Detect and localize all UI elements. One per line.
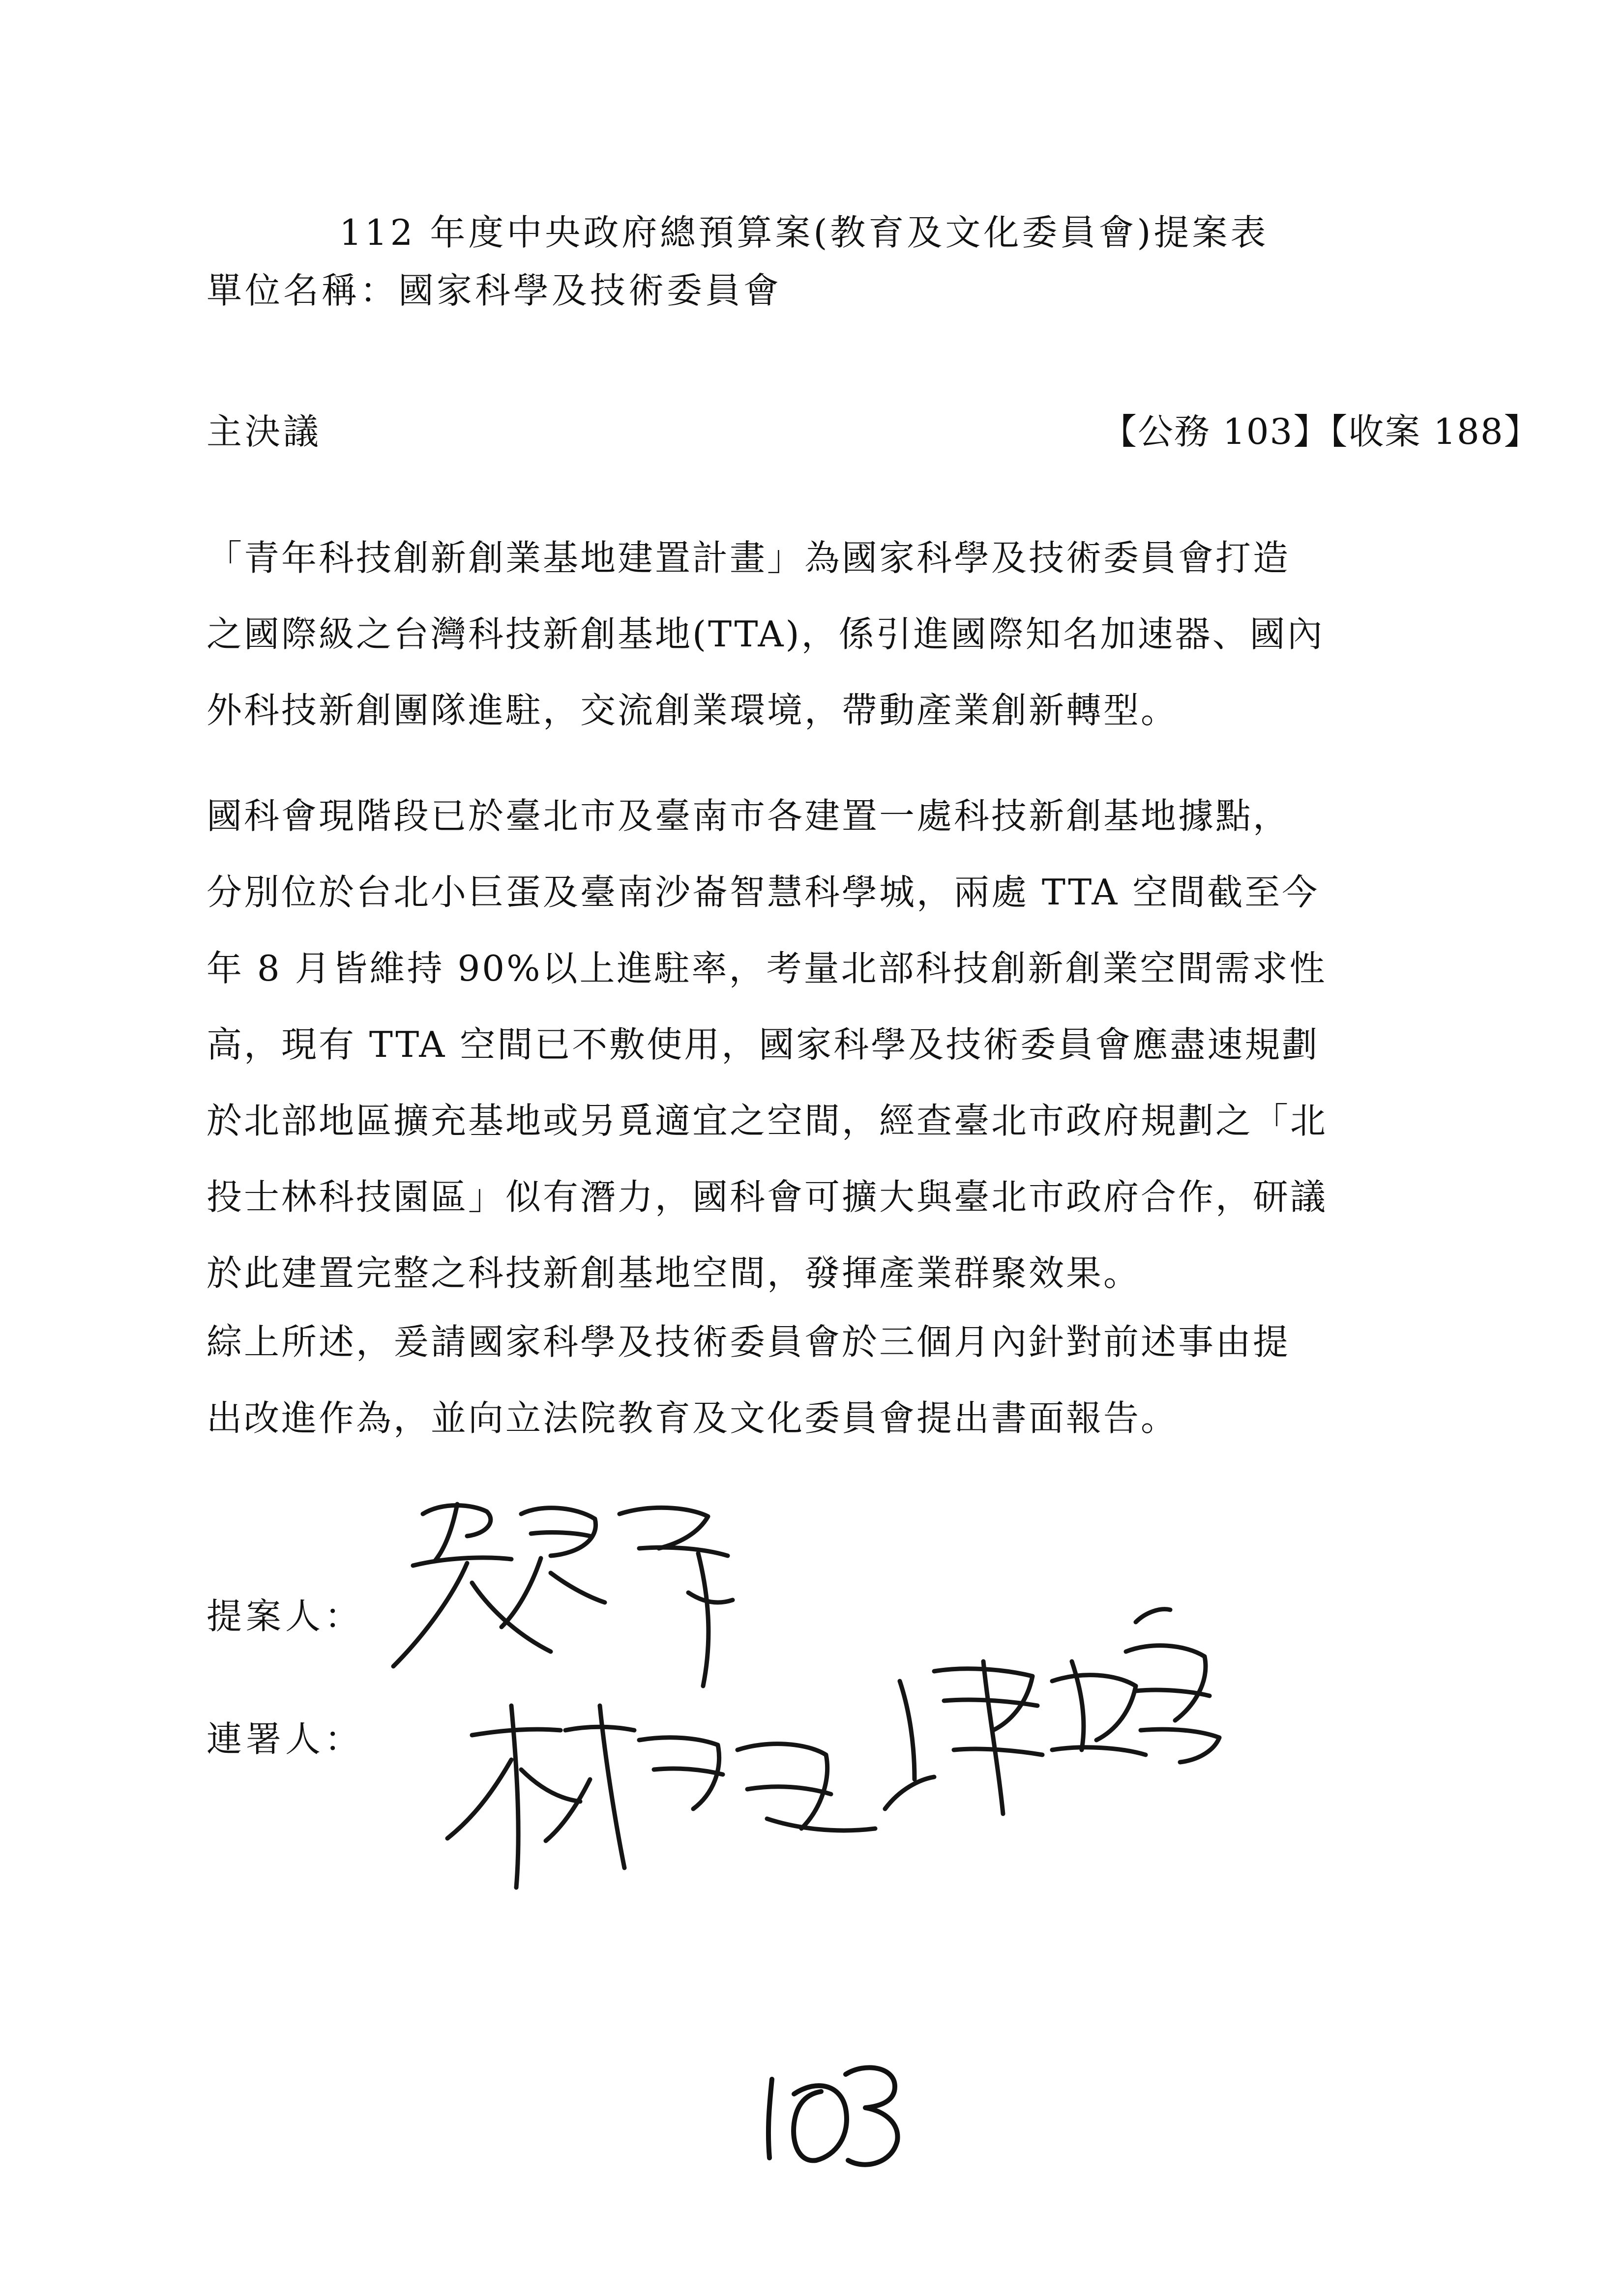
- paragraph-line: 投士林科技園區」似有潛力，國科會可擴大與臺北市政府合作，研議: [207, 1176, 1328, 1218]
- paragraph-line: 國科會現階段已於臺北市及臺南市各建置一處科技新創基地據點，: [207, 795, 1291, 837]
- unit-name: 單位名稱：國家科學及技術委員會: [207, 270, 782, 311]
- cosigner-signature-2: [900, 1609, 1219, 1814]
- paragraph-line: 於北部地區擴充基地或另覓適宜之空間，經查臺北市政府規劃之「北: [207, 1100, 1328, 1141]
- paragraph-line: 「青年科技創新創業基地建置計畫」為國家科學及技術委員會打造: [207, 537, 1291, 579]
- paragraph-line: 於此建置完整之科技新創基地空間，發揮產業群聚效果。: [207, 1252, 1141, 1294]
- paragraph-line: 外科技新創團隊進駐，交流創業環境，帶動產業創新轉型。: [207, 690, 1179, 731]
- proposer-signature: [393, 1504, 733, 1686]
- resolution-label: 主決議: [207, 411, 322, 452]
- paragraph-line: 年 8 月皆維持 90%以上進駐率，考量北部科技創新創業空間需求性: [207, 948, 1327, 989]
- paragraph-line: 高，現有 TTA 空間已不敷使用，國家科學及技術委員會應盡速規劃: [207, 1024, 1320, 1065]
- cosigner-label: 連署人：: [207, 1718, 364, 1760]
- paragraph-line: 之國際級之台灣科技新創基地(TTA)，係引進國際知名加速器、國內: [207, 613, 1325, 655]
- paragraph-line: 分別位於台北小巨蛋及臺南沙崙智慧科學城，兩處 TTA 空間截至今: [207, 872, 1320, 913]
- cosigner-signature-1: [447, 1706, 934, 1888]
- paragraph-line: 出改進作為，並向立法院教育及文化委員會提出書面報告。: [207, 1397, 1179, 1439]
- proposer-label: 提案人：: [207, 1596, 364, 1637]
- paragraph-line: 綜上所述，爰請國家科學及技術委員會於三個月內針對前述事由提: [207, 1321, 1291, 1363]
- handwritten-page-number: [747, 2050, 915, 2178]
- case-reference: 【公務 103】【收案 188】: [1101, 411, 1540, 452]
- document-title: 112 年度中央政府總預算案(教育及文化委員會)提案表: [339, 212, 1269, 253]
